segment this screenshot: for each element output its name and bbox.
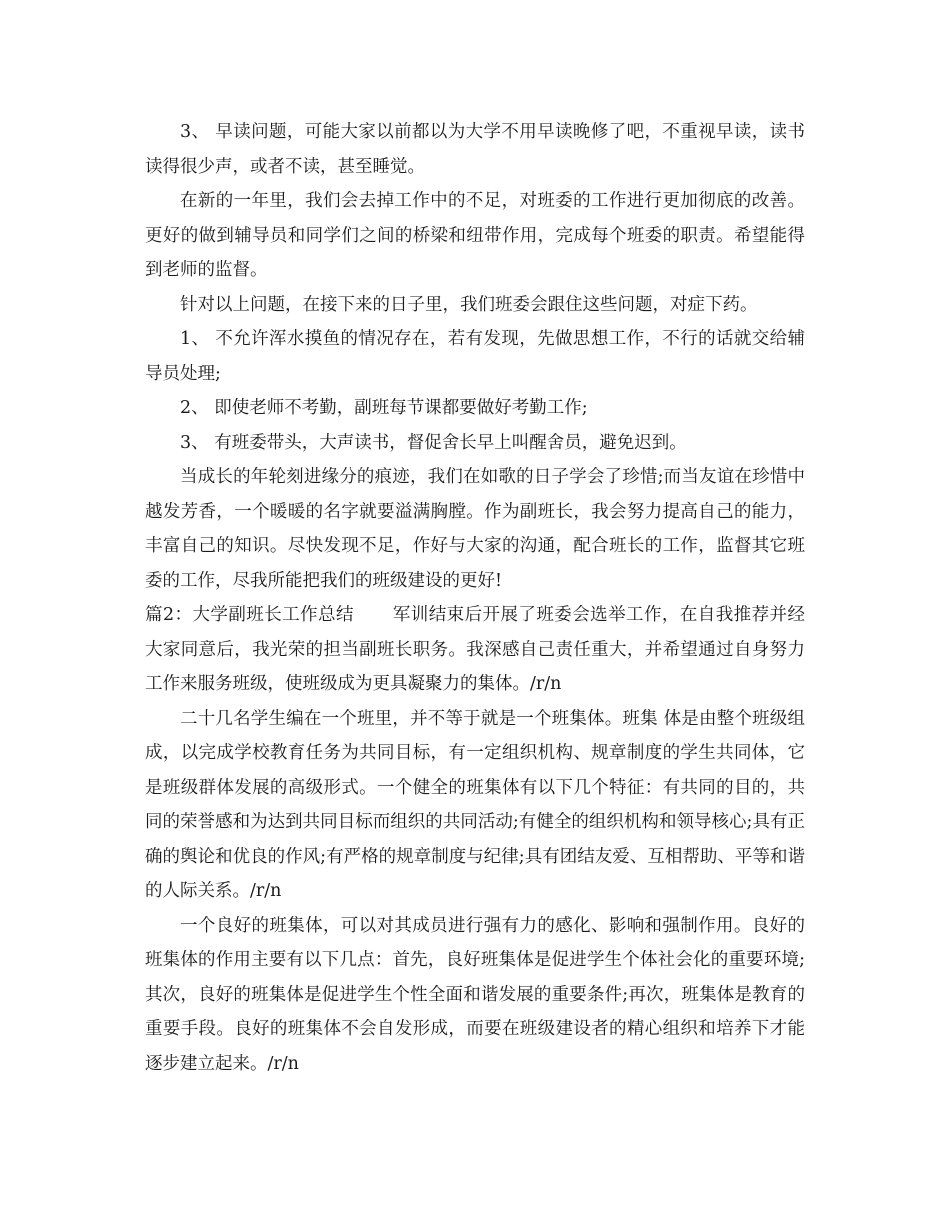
paragraph-morning-reading-issue: 3、 早读问题，可能大家以前都以为大学不用早读晚修了吧，不重视早读，读书读得很少声，或者不读，甚至睡觉。	[145, 122, 805, 177]
paragraph-new-year-improvement: 在新的一年里，我们会去掉工作中的不足，对班委的工作进行更加彻底的改善。更好的做到辅导员和同学们之间的桥梁和纽带作用，完成每个班委的职责。希望能得到老师的监督。	[145, 191, 805, 280]
section-heading: 篇2：大学副班长工作总结	[145, 605, 354, 625]
section-paragraph	[145, 598, 805, 702]
document-body	[145, 115, 805, 1081]
paragraph-class-collective-role: 一个良好的班集体，可以对其成员进行强有力的感化、影响和强制作用。良好的班集体的作用主要有以下几点：首先，良好班集体是促进学生个体社会化的重要环境;其次，良好的班集体是促进学生个性全面和谐发展的重要条件;再次，班集体是教育的重要手段。良好的班集体不会自发形成，而要在班级建设者的精心组织和培养下才能逐步建立起来。/r/n	[145, 915, 805, 1074]
section-intro-text: 军训结束后开展了班委会选举工作，在自我推荐并经大家同意后，我光荣的担当副班长职务。我深感自己责任重大，并希望通过自身努力工作来服务班级，使班级成为更具凝聚力的集体。/r/n	[145, 605, 805, 694]
list-item-measure-3: 3、 有班委带头，大声读书，督促舍长早上叫醒舍员，避免迟到。	[180, 432, 687, 453]
paragraph-action-intro: 针对以上问题，在接下来的日子里，我们班委会跟住这些问题，对症下药。	[180, 294, 758, 315]
paragraph-class-collective-definition: 二十几名学生编在一个班里，并不等于就是一个班集体。班集 体是由整个班级组成，以完成学校教育任务为共同目标，有一定组织机构、规章制度的学生共同体，它是班级群体发展的高级形式。一个健全的班集体有以下几个特征：有共同的目的，共同的荣誉感和为达到共同目标而组织的共同活动;有健全的组织机构和领导核心;具有正确的舆论和优良的作风;有严格的规章制度与纪律;具有团结友爱、互相帮助、平等和谐的人际关系。/r/n	[145, 708, 805, 901]
paragraph-closing: 当成长的年轮刻进缘分的痕迹，我们在如歌的日子学会了珍惜;而当友谊在珍惜中越发芳香，一个暖暖的名字就要溢满胸膛。作为副班长，我会努力提高自己的能力，丰富自己的知识。尽快发现不足，作好与大家的沟通，配合班长的工作，监督其它班委的工作，尽我所能把我们的班级建设的更好!	[145, 467, 805, 591]
list-item-measure-2: 2、 即使老师不考勤，副班每节课都要做好考勤工作;	[180, 398, 588, 418]
list-item-measure-1: 1、 不允许浑水摸鱼的情况存在，若有发现，先做思想工作，不行的话就交给辅导员处理;	[145, 329, 805, 384]
